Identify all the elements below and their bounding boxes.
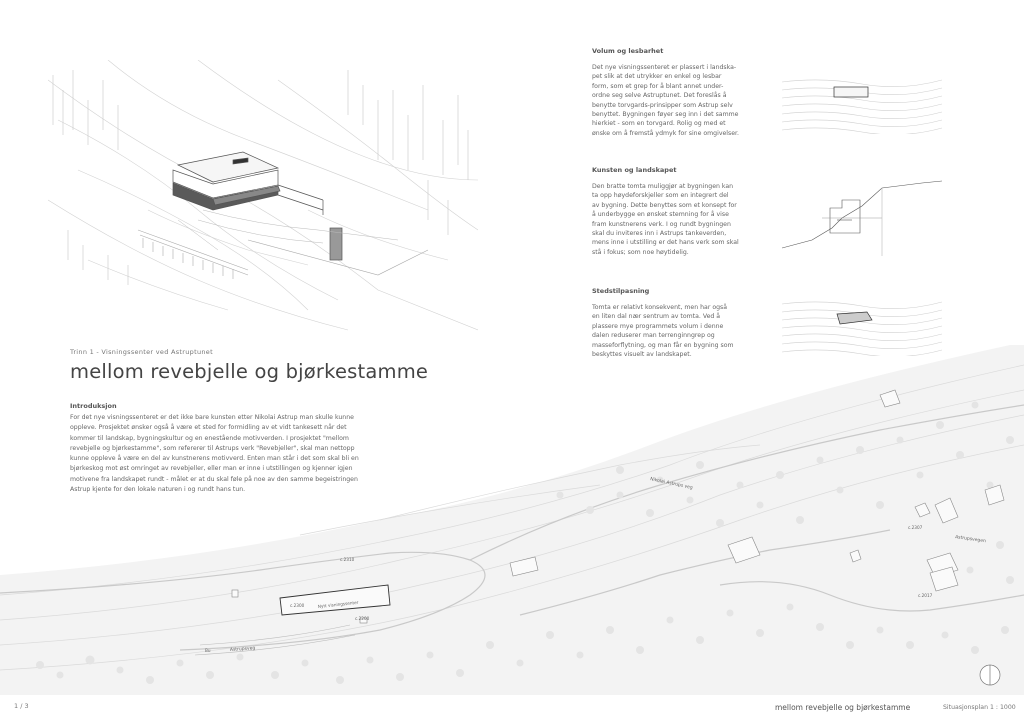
intro-line: revebjelle og bjørkestamme", som refererer til Astrups verk "Revebjeller", skal man nettopp	[70, 444, 355, 452]
section-volume	[592, 47, 767, 138]
section-heading: Stedstilpasning	[592, 287, 650, 295]
footer-title: mellom revebjelle og bjørkestamme	[775, 703, 911, 712]
section-line: plassere mye programmets volum i denne	[592, 322, 724, 330]
building-label: Nytt visningssenter	[317, 599, 359, 609]
road-label: Astrupsveg	[229, 646, 256, 653]
road-label: Astrupsvegen	[954, 535, 987, 545]
section-art-landscape	[592, 166, 767, 257]
intro-line: kunne oppleve å være en del av kunstnerens motivverd. Enten man står i det som skal bli en	[70, 455, 359, 463]
section-line: pet slik at det utrykker en enkel og lesbar	[592, 73, 722, 81]
section-line: beskyttes visuelt av landskapet.	[592, 351, 692, 359]
intro-line: kommer til landskap, bygningskultur og en enestående motivverden. I prosjektet "mellom	[70, 434, 349, 442]
site-plan-map	[0, 345, 1024, 695]
section-line: dalen reduserer man terrenginngrep og	[592, 332, 715, 340]
perspective-drawing	[48, 60, 478, 335]
section-heading: Kunsten og landskapet	[592, 166, 677, 174]
section-line: skal du inviteres inn i Astrups tankeverden,	[592, 230, 727, 238]
section-line: av bygning. Dette benyttes som et konsept for	[592, 201, 737, 209]
place-label: Bu	[205, 648, 211, 653]
section-line: mens inne i utstilling er det hans verk som skal	[592, 239, 739, 247]
section-line: å underbygge en ønsket stemning for å vise	[592, 211, 729, 219]
plan-scale-label: Situasjonsplan 1 : 1000	[943, 704, 1016, 711]
intro-line: oppleve. Prosjektet ønsker også å være et sted for formidling av et vidt tankesett når det	[70, 424, 347, 432]
section-line: ordne seg selve Astruptunet. Det foreslås å	[592, 92, 727, 100]
section-heading: Volum og lesbarhet	[592, 47, 664, 55]
section-line: benytte torvgards-prinsipper som Astrup selv	[592, 101, 733, 109]
level-label: c.2307	[908, 525, 923, 530]
level-label: c.2310	[340, 557, 355, 562]
intro-line: Astrup kjente for den lokale naturen i og rundt hans tun.	[70, 486, 246, 494]
intro-line: motivene fra landskapet rundt - målet er at du skal føle på noe av den samme begeistringen	[70, 475, 358, 483]
page-title: mellom revebjelle og bjørkestamme	[70, 360, 429, 383]
project-subtitle: Trinn 1 - Visningssenter ved Astruptunet	[70, 348, 213, 356]
intro-heading: Introduksjon	[70, 402, 117, 410]
level-label: c.2200	[355, 616, 370, 621]
intro-text	[70, 413, 410, 495]
road-label: Nikolai Astrups veg	[649, 477, 693, 491]
section-line: ta opp høydeforskjeller som en integrert del	[592, 192, 729, 200]
section-site-adaptation	[592, 287, 767, 359]
section-line: en liten dal nær sentrum av tomta. Ved å	[592, 313, 721, 321]
section-line: ønske om å fremstå ydmyk for sine omgivelser.	[592, 129, 739, 137]
section-line: Det nye visningssenteret er plassert i landska-	[592, 64, 737, 71]
intro-line: For det nye visningssenteret er det ikke bare kunsten etter Nikolai Astrup man skulle kunne	[70, 414, 354, 421]
section-line: fram kunstnerens verk. I og rundt bygningen	[592, 220, 731, 228]
page-number: 1 / 3	[14, 702, 29, 710]
level-label: c.2017	[918, 593, 933, 598]
section-line: Den bratte tomta muliggjør at bygningen kan	[592, 183, 734, 190]
section-line: hierkiet - som en torvgard. Rolig og med et	[592, 120, 726, 128]
section-line: Tomta er relativt konsekvent, men har også	[592, 304, 728, 311]
site-adaptation-diagram	[782, 296, 942, 356]
level-label: c.2300	[290, 603, 305, 608]
section-line: masseforflytning, og man får en bygning som	[592, 341, 734, 349]
section-line: benyttet. Bygningen føyer seg inn i det samme	[592, 111, 739, 119]
intro-line: bjørkeskog mot øst omringet av revebjeller, eller man er inne i utstillingen og kjenner igjen	[70, 465, 353, 473]
section-diagram	[782, 178, 942, 256]
section-line: form, som et grep for å blant annet under-	[592, 82, 724, 90]
section-line: stå i fokus; som noe høytidelig.	[592, 248, 689, 256]
volume-diagram	[782, 72, 942, 134]
